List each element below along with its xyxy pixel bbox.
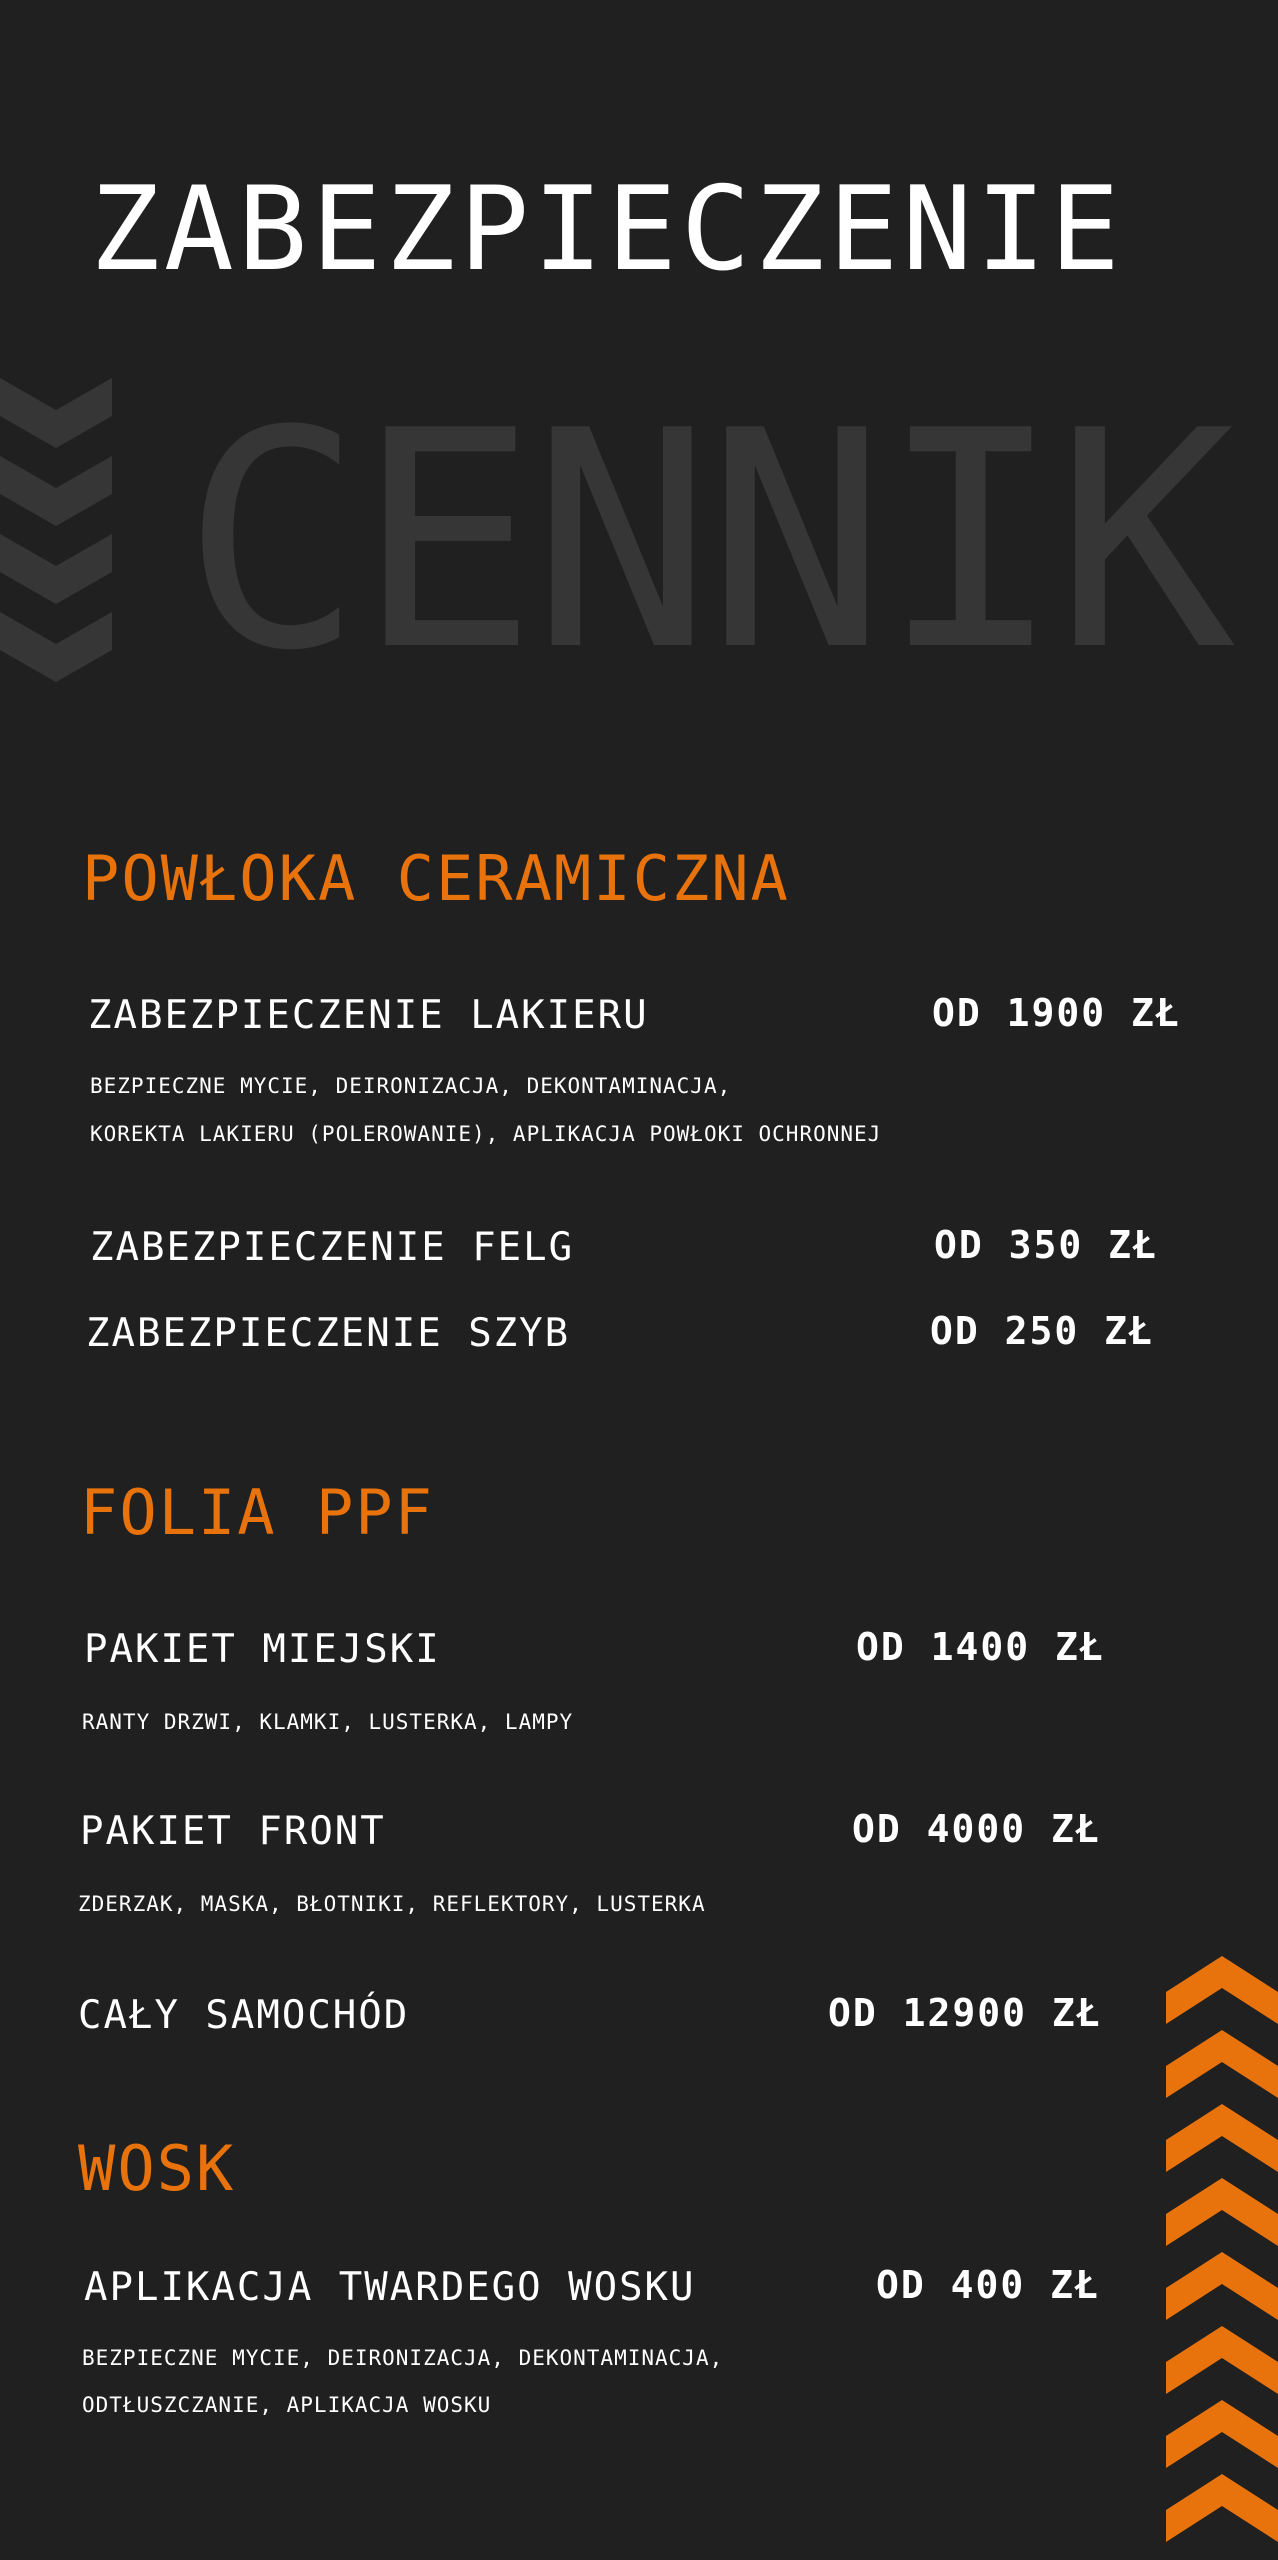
item-description: BEZPIECZNE MYCIE, DEIRONIZACJA, DEKONTAMINACJA,	[90, 1074, 732, 1098]
ghost-title-cennik: CENNIK	[182, 367, 1230, 716]
section-title-ceramic: POWŁOKA CERAMICZNA	[82, 842, 790, 915]
item-name: CAŁY SAMOCHÓD	[78, 1993, 410, 2038]
item-price: OD 250 ZŁ	[930, 1309, 1154, 1353]
item-description: BEZPIECZNE MYCIE, DEIRONIZACJA, DEKONTAMINACJA,	[82, 2346, 724, 2370]
section-title-ppf: FOLIA PPF	[80, 1476, 434, 1549]
page-title: ZABEZPIECZENIE	[90, 162, 1124, 297]
item-description: RANTY DRZWI, KLAMKI, LUSTERKA, LAMPY	[82, 1710, 574, 1734]
item-price: OD 1400 ZŁ	[856, 1625, 1105, 1669]
chevron-down-stack-icon	[0, 378, 112, 690]
item-description: KOREKTA LAKIERU (POLEROWANIE), APLIKACJA POWŁOKI OCHRONNEJ	[90, 1122, 882, 1146]
item-name: ZABEZPIECZENIE LAKIERU	[88, 993, 649, 1038]
item-price: OD 350 ZŁ	[934, 1223, 1158, 1267]
item-name: ZABEZPIECZENIE FELG	[90, 1225, 575, 1270]
item-description: ZDERZAK, MASKA, BŁOTNIKI, REFLEKTORY, LUSTERKA	[78, 1892, 706, 1916]
item-name: ZABEZPIECZENIE SZYB	[86, 1311, 571, 1356]
item-name: PAKIET MIEJSKI	[84, 1627, 441, 1672]
item-price: OD 400 ZŁ	[876, 2263, 1100, 2307]
item-price: OD 12900 ZŁ	[828, 1991, 1102, 2035]
item-name: APLIKACJA TWARDEGO WOSKU	[84, 2265, 696, 2310]
section-title-wax: WOSK	[78, 2132, 236, 2205]
item-price: OD 4000 ZŁ	[852, 1807, 1101, 1851]
item-description: ODTŁUSZCZANIE, APLIKACJA WOSKU	[82, 2393, 492, 2417]
item-price: OD 1900 ZŁ	[932, 991, 1181, 1035]
item-name: PAKIET FRONT	[80, 1809, 386, 1854]
chevron-up-stack-icon	[1166, 1956, 1278, 2560]
